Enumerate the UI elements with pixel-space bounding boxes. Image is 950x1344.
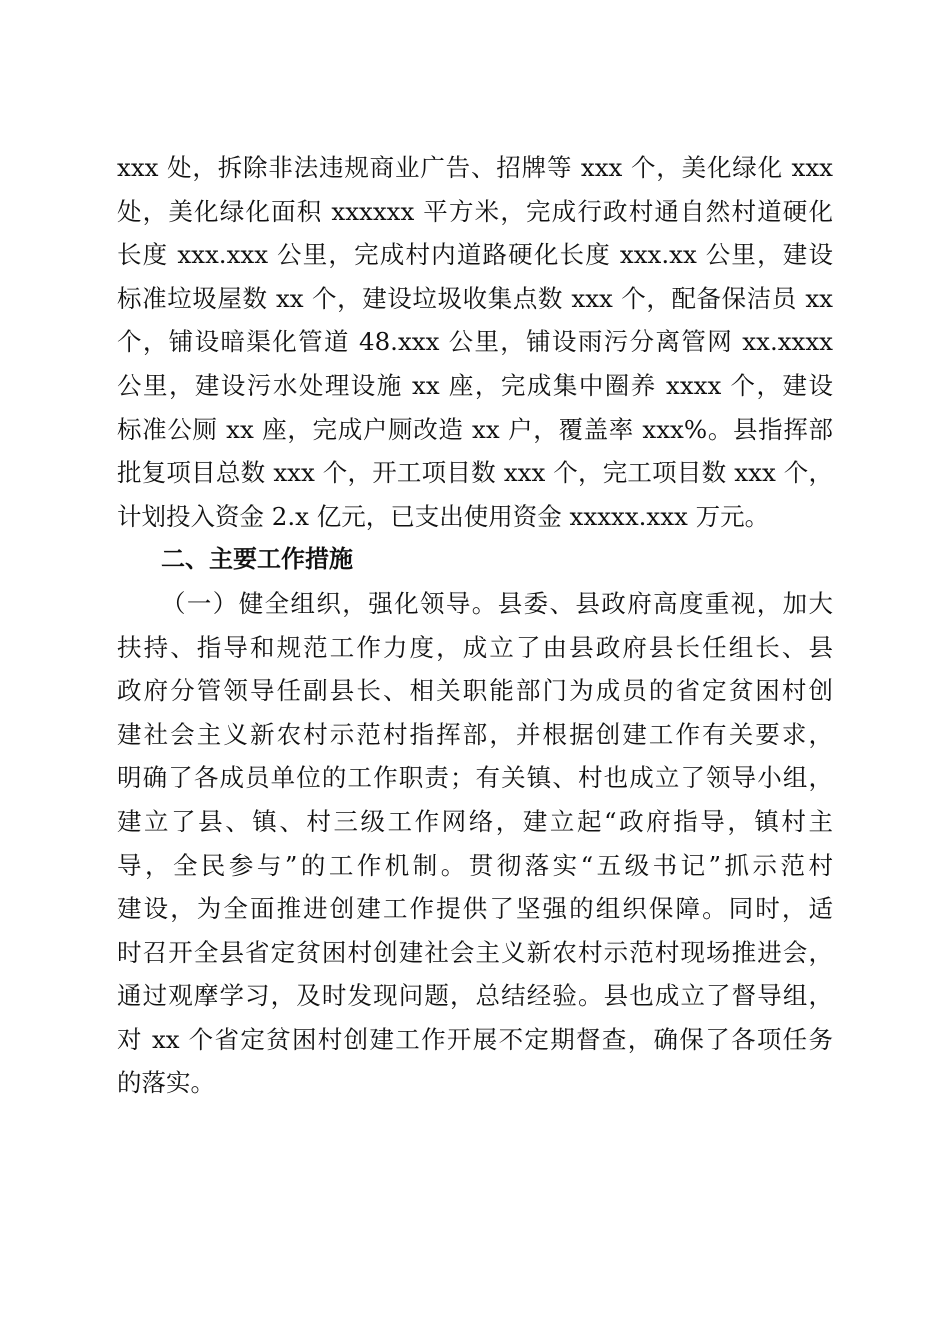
text-line: 标准公厕 xx 座，完成户厕改造 xx 户，覆盖率 xxx%。县指挥部	[117, 414, 833, 444]
measures-paragraph	[117, 582, 833, 1105]
text-line: 导，全民参与”的工作机制。贯彻落实“五级书记”抓示范村	[117, 850, 833, 880]
text-line: 扶持、指导和规范工作力度，成立了由县政府县长任组长、县	[117, 632, 833, 662]
text-line: 公里，建设污水处理设施 xx 座，完成集中圈养 xxxx 个，建设	[117, 370, 833, 400]
text-line: （一）健全组织，强化领导。县委、县政府高度重视，加大	[161, 588, 833, 618]
text-line: 通过观摩学习，及时发现问题，总结经验。县也成立了督导组，	[117, 981, 833, 1011]
text-line: 批复项目总数 xxx 个，开工项目数 xxx 个，完工项目数 xxx 个，	[117, 458, 833, 488]
text-line: 明确了各成员单位的工作职责；有关镇、村也成立了领导小组，	[117, 763, 833, 793]
text-line: 对 xx 个省定贫困村创建工作开展不定期督查，确保了各项任务	[117, 1024, 833, 1054]
document-body	[117, 146, 833, 1105]
section-heading: 二、主要工作措施	[161, 545, 353, 574]
text-line: 标准垃圾屋数 xx 个，建设垃圾收集点数 xxx 个，配备保洁员 xx	[117, 283, 833, 313]
text-line: 处，美化绿化面积 xxxxxx 平方米，完成行政村通自然村道硬化	[117, 196, 833, 226]
text-line: 时召开全县省定贫困村创建社会主义新农村示范村现场推进会，	[117, 937, 833, 967]
text-line: 个，铺设暗渠化管道 48.xxx 公里，铺设雨污分离管网 xx.xxxx	[117, 327, 833, 357]
text-line: 建设，为全面推进创建工作提供了坚强的组织保障。同时，适	[117, 894, 833, 924]
text-line: 建社会主义新农村示范村指挥部，并根据创建工作有关要求，	[117, 719, 833, 749]
text-line: 的落实。	[117, 1068, 215, 1098]
text-line: xxx 处，拆除非法违规商业广告、招牌等 xxx 个，美化绿化 xxx	[117, 153, 833, 182]
text-line: 长度 xxx.xxx 公里，完成村内道路硬化长度 xxx.xx 公里，建设	[117, 240, 833, 270]
text-line: 建立了县、镇、村三级工作网络，建立起“政府指导，镇村主	[117, 806, 833, 836]
summary-paragraph	[117, 146, 833, 538]
text-line: 计划投入资金 2.x 亿元，已支出使用资金 xxxxx.xxx 万元。	[117, 501, 770, 531]
text-line: 政府分管领导任副县长、相关职能部门为成员的省定贫困村创	[117, 676, 833, 706]
